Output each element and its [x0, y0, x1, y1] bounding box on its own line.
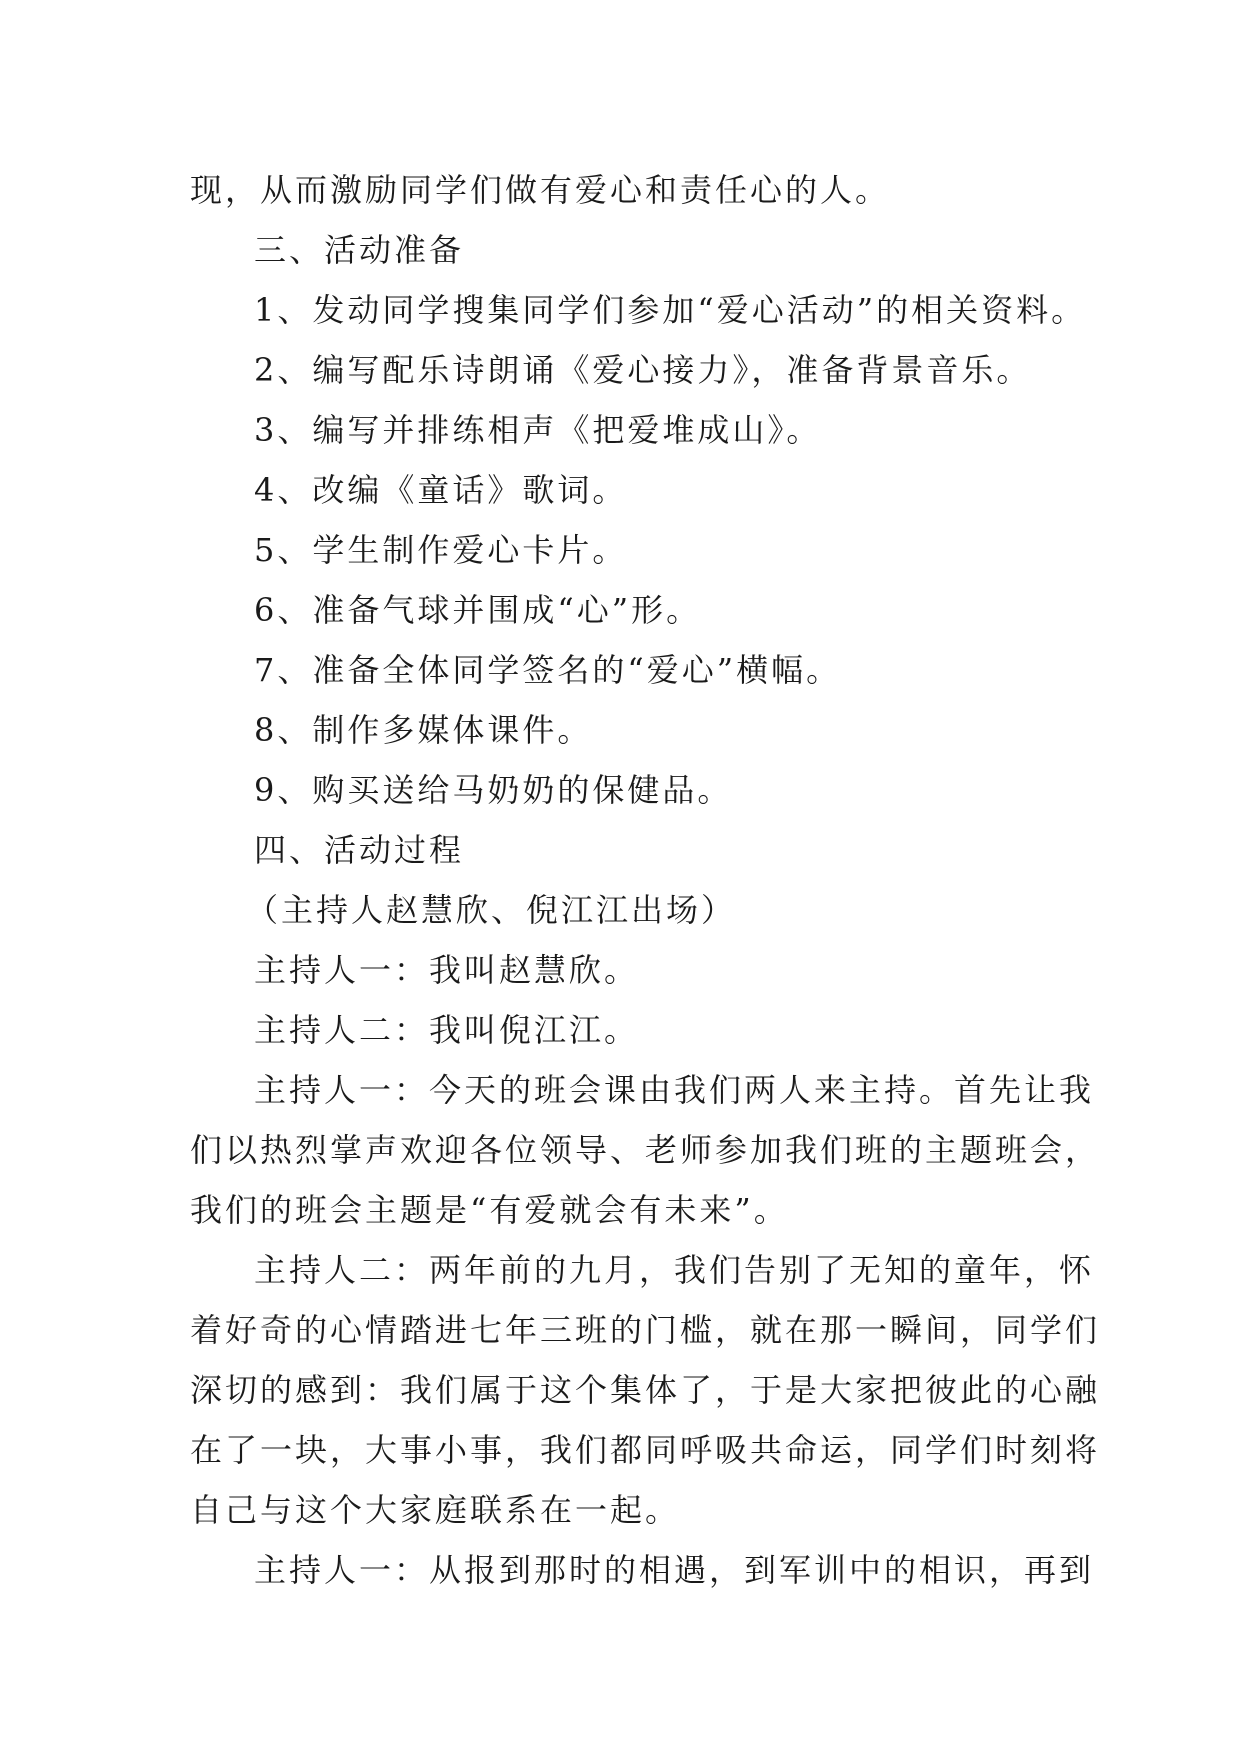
section-heading-preparation: 三、活动准备 [254, 231, 465, 269]
list-item: 7、准备全体同学签名的“爱心”横幅。 [254, 651, 842, 689]
dialogue-line: 主持人一：今天的班会课由我们两人来主持。首先让我 [254, 1071, 1095, 1109]
list-item: 2、编写配乐诗朗诵《爱心接力》，准备背景音乐。 [254, 351, 1032, 389]
paragraph-line: 自己与这个大家庭联系在一起。 [190, 1491, 681, 1529]
section-heading-process: 四、活动过程 [254, 831, 465, 869]
document-body [190, 160, 1101, 1600]
paragraph-line: 现，从而激励同学们做有爱心和责任心的人。 [190, 171, 891, 209]
list-item: 6、准备气球并围成“心”形。 [254, 591, 702, 629]
dialogue-line: 主持人二：我叫倪江江。 [254, 1011, 640, 1049]
list-item: 5、学生制作爱心卡片。 [254, 531, 628, 569]
list-item: 8、制作多媒体课件。 [254, 711, 593, 749]
paragraph-line: 我们的班会主题是“有爱就会有未来”。 [190, 1191, 789, 1229]
paragraph-line: 们以热烈掌声欢迎各位领导、老师参加我们班的主题班会， [190, 1131, 1101, 1169]
dialogue-line: 主持人一：我叫赵慧欣。 [254, 951, 640, 989]
paragraph-line: 深切的感到：我们属于这个集体了，于是大家把彼此的心融 [190, 1371, 1101, 1409]
list-item: 3、编写并排练相声《把爱堆成山》。 [254, 411, 822, 449]
dialogue-line: 主持人一：从报到那时的相遇，到军训中的相识，再到 [254, 1551, 1095, 1589]
stage-direction: （主持人赵慧欣、倪江江出场） [246, 891, 737, 929]
dialogue-line: 主持人二：两年前的九月，我们告别了无知的童年，怀 [254, 1251, 1095, 1289]
paragraph-line: 在了一块，大事小事，我们都同呼吸共命运，同学们时刻将 [190, 1431, 1101, 1469]
list-item: 1、发动同学搜集同学们参加“爱心活动”的相关资料。 [254, 291, 1087, 329]
list-item: 9、购买送给马奶奶的保健品。 [254, 771, 733, 809]
paragraph-line: 着好奇的心情踏进七年三班的门槛，就在那一瞬间，同学们 [190, 1311, 1101, 1349]
list-item: 4、改编《童话》歌词。 [254, 471, 628, 509]
